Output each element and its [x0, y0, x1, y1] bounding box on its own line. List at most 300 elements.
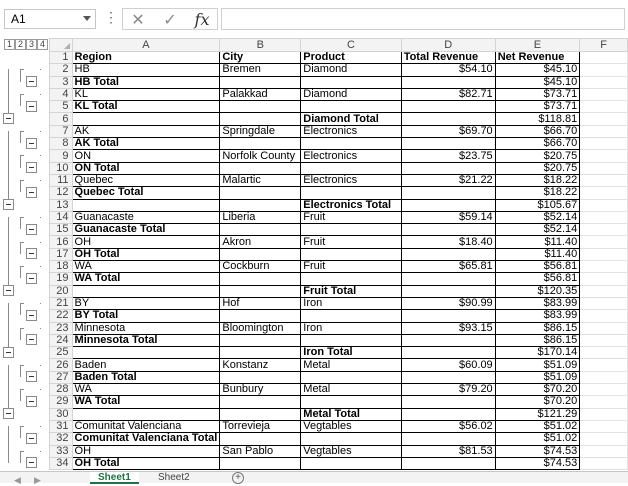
- row-header[interactable]: 32: [50, 433, 73, 445]
- outline-level-3-button[interactable]: 3: [26, 39, 37, 50]
- cell-f[interactable]: [580, 273, 628, 285]
- cell-f[interactable]: [580, 310, 628, 322]
- table-row: [50, 236, 628, 248]
- cell-d[interactable]: $18.40: [401, 236, 495, 248]
- cell-a[interactable]: WA: [72, 384, 220, 396]
- cancel-icon[interactable]: ✕: [131, 12, 145, 29]
- cell-a[interactable]: Quebec: [72, 174, 220, 186]
- cell-b[interactable]: [220, 347, 301, 359]
- cell-a[interactable]: Baden Total: [72, 371, 220, 383]
- cell-d[interactable]: $60.09: [401, 359, 495, 371]
- cell-b[interactable]: [220, 248, 301, 260]
- collapse-subgroup-icon[interactable]: [26, 101, 37, 112]
- cell-e[interactable]: $70.20: [495, 384, 580, 396]
- collapse-group-icon[interactable]: [3, 113, 14, 124]
- cell-a[interactable]: Comunitat Valenciana Total: [72, 433, 220, 445]
- column-header-e[interactable]: E: [495, 39, 580, 52]
- cell-b[interactable]: City: [220, 52, 301, 64]
- cell-b[interactable]: [220, 310, 301, 322]
- cell-e[interactable]: $20.75: [495, 150, 580, 162]
- row-header[interactable]: 27: [50, 371, 73, 383]
- cell-e[interactable]: $170.14: [495, 347, 580, 359]
- cell-f[interactable]: [580, 261, 628, 273]
- cell-a[interactable]: ON Total: [72, 162, 220, 174]
- cell-e[interactable]: $11.40: [495, 248, 580, 260]
- cell-b[interactable]: [220, 224, 301, 236]
- cell-b[interactable]: San Pablo: [220, 445, 301, 457]
- cell-f[interactable]: [580, 162, 628, 174]
- cell-b[interactable]: Bunbury: [220, 384, 301, 396]
- cell-c[interactable]: Diamond: [301, 64, 401, 76]
- cell-d[interactable]: $81.53: [401, 445, 495, 457]
- cell-c[interactable]: [301, 457, 401, 469]
- row-header[interactable]: 6: [50, 113, 73, 125]
- outline-tick: [20, 365, 24, 366]
- cell-a[interactable]: [72, 199, 220, 211]
- cell-c[interactable]: Iron Total: [301, 347, 401, 359]
- cell-e[interactable]: $74.53: [495, 445, 580, 457]
- cell-c[interactable]: [301, 396, 401, 408]
- cell-d[interactable]: [401, 138, 495, 150]
- cell-d[interactable]: [401, 199, 495, 211]
- cell-b[interactable]: [220, 396, 301, 408]
- row-header[interactable]: 10: [50, 162, 73, 174]
- collapse-subgroup-icon[interactable]: [26, 162, 37, 173]
- cell-c[interactable]: [301, 433, 401, 445]
- cell-a[interactable]: OH: [72, 236, 220, 248]
- cell-c[interactable]: Electronics Total: [301, 199, 401, 211]
- cell-f[interactable]: [580, 125, 628, 137]
- cell-f[interactable]: [580, 236, 628, 248]
- cell-a[interactable]: Baden: [72, 359, 220, 371]
- cell-a[interactable]: Guanacaste: [72, 211, 220, 223]
- outline-bracket: [20, 242, 21, 254]
- cell-e[interactable]: $18.22: [495, 174, 580, 186]
- cell-d[interactable]: $82.71: [401, 88, 495, 100]
- cell-f[interactable]: [580, 211, 628, 223]
- row-header[interactable]: 12: [50, 187, 73, 199]
- cell-e[interactable]: $45.10: [495, 64, 580, 76]
- cell-f[interactable]: [580, 285, 628, 297]
- cell-f[interactable]: [580, 113, 628, 125]
- cell-d[interactable]: [401, 396, 495, 408]
- cell-e[interactable]: $51.02: [495, 420, 580, 432]
- row-header[interactable]: 11: [50, 174, 73, 186]
- outline-tick: [20, 242, 24, 243]
- collapse-subgroup-icon[interactable]: [26, 76, 37, 87]
- tab-sheet2[interactable]: Sheet2: [158, 472, 190, 483]
- cell-c[interactable]: Product: [301, 52, 401, 64]
- collapse-subgroup-icon[interactable]: [26, 248, 37, 259]
- collapse-subgroup-icon[interactable]: [26, 138, 37, 149]
- cell-b[interactable]: Akron: [220, 236, 301, 248]
- column-header-a[interactable]: A: [72, 39, 220, 52]
- cell-e[interactable]: $86.15: [495, 322, 580, 334]
- name-box[interactable]: [4, 9, 96, 29]
- row-header[interactable]: 2: [50, 64, 73, 76]
- cell-d[interactable]: [401, 187, 495, 199]
- tab-sheet1[interactable]: Sheet1: [90, 472, 139, 484]
- outline-bracket: [20, 266, 21, 278]
- cell-d[interactable]: [401, 273, 495, 285]
- cell-c[interactable]: [301, 101, 401, 113]
- cell-d[interactable]: Total Revenue: [401, 52, 495, 64]
- cell-b[interactable]: Malartic: [220, 174, 301, 186]
- outline-level-1-button[interactable]: 1: [4, 39, 15, 50]
- row-header[interactable]: 14: [50, 211, 73, 223]
- cell-d[interactable]: $21.22: [401, 174, 495, 186]
- cell-c[interactable]: Iron: [301, 297, 401, 309]
- cell-f[interactable]: [580, 88, 628, 100]
- collapse-subgroup-icon[interactable]: [26, 433, 37, 444]
- cell-a[interactable]: Quebec Total: [72, 187, 220, 199]
- cell-e[interactable]: $51.09: [495, 371, 580, 383]
- row-header[interactable]: 9: [50, 150, 73, 162]
- row-header[interactable]: 24: [50, 334, 73, 346]
- cell-e[interactable]: $105.67: [495, 199, 580, 211]
- row-header[interactable]: 16: [50, 236, 73, 248]
- outline-level-2-button[interactable]: 2: [15, 39, 26, 50]
- collapse-subgroup-icon[interactable]: [26, 310, 37, 321]
- cell-f[interactable]: [580, 334, 628, 346]
- row-header[interactable]: 21: [50, 297, 73, 309]
- cell-a[interactable]: Minnesota: [72, 322, 220, 334]
- row-header[interactable]: 17: [50, 248, 73, 260]
- cell-b[interactable]: [220, 199, 301, 211]
- cell-d[interactable]: $79.20: [401, 384, 495, 396]
- cell-f[interactable]: [580, 101, 628, 113]
- cell-f[interactable]: [580, 199, 628, 211]
- row-header[interactable]: 19: [50, 273, 73, 285]
- cell-b[interactable]: [220, 457, 301, 469]
- column-header-c[interactable]: C: [301, 39, 401, 52]
- cell-b[interactable]: [220, 113, 301, 125]
- cell-e[interactable]: $70.20: [495, 396, 580, 408]
- cell-e[interactable]: $45.10: [495, 76, 580, 88]
- cell-c[interactable]: [301, 162, 401, 174]
- cell-f[interactable]: [580, 64, 628, 76]
- cell-c[interactable]: [301, 310, 401, 322]
- collapse-subgroup-icon[interactable]: [26, 396, 37, 407]
- cell-e[interactable]: $52.14: [495, 224, 580, 236]
- row-header[interactable]: 34: [50, 457, 73, 469]
- cell-a[interactable]: [72, 113, 220, 125]
- cell-a[interactable]: Guanacaste Total: [72, 224, 220, 236]
- more-options-icon[interactable]: ⋮: [104, 9, 118, 25]
- cell-f[interactable]: [580, 187, 628, 199]
- row-header[interactable]: 1: [50, 52, 73, 64]
- cell-b[interactable]: [220, 187, 301, 199]
- collapse-subgroup-icon[interactable]: [26, 457, 37, 468]
- cell-f[interactable]: [580, 150, 628, 162]
- row-header[interactable]: 13: [50, 199, 73, 211]
- cell-b[interactable]: Cockburn: [220, 261, 301, 273]
- cell-d[interactable]: [401, 248, 495, 260]
- cell-d[interactable]: [401, 408, 495, 420]
- outline-dot: [40, 365, 41, 366]
- cell-e[interactable]: $73.71: [495, 101, 580, 113]
- row-header[interactable]: 8: [50, 138, 73, 150]
- cell-f[interactable]: [580, 457, 628, 469]
- cell-a[interactable]: Region: [72, 52, 220, 64]
- cell-b[interactable]: Bremen: [220, 64, 301, 76]
- cell-c[interactable]: Electronics: [301, 150, 401, 162]
- cell-d[interactable]: [401, 310, 495, 322]
- outline-tick: [20, 180, 24, 181]
- cell-d[interactable]: [401, 162, 495, 174]
- cell-c[interactable]: [301, 248, 401, 260]
- row-header[interactable]: 5: [50, 101, 73, 113]
- cell-a[interactable]: WA Total: [72, 396, 220, 408]
- cell-d[interactable]: $65.81: [401, 261, 495, 273]
- cell-c[interactable]: Vegtables: [301, 445, 401, 457]
- cell-e[interactable]: $52.14: [495, 211, 580, 223]
- cell-a[interactable]: [72, 347, 220, 359]
- cell-b[interactable]: [220, 433, 301, 445]
- cell-b[interactable]: Norfolk County: [220, 150, 301, 162]
- cell-f[interactable]: [580, 396, 628, 408]
- collapse-subgroup-icon[interactable]: [26, 273, 37, 284]
- cell-a[interactable]: AK Total: [72, 138, 220, 150]
- table-row: [50, 76, 628, 88]
- next-sheet-icon[interactable]: ▶: [34, 475, 41, 485]
- cell-b[interactable]: [220, 285, 301, 297]
- collapse-group-icon[interactable]: [3, 285, 14, 296]
- cell-a[interactable]: WA Total: [72, 273, 220, 285]
- cell-c[interactable]: Iron: [301, 322, 401, 334]
- cell-e[interactable]: $56.81: [495, 261, 580, 273]
- outline-bracket: [20, 451, 21, 463]
- row-header[interactable]: 18: [50, 261, 73, 273]
- cell-c[interactable]: Fruit: [301, 211, 401, 223]
- cell-b[interactable]: [220, 76, 301, 88]
- row-header[interactable]: 22: [50, 310, 73, 322]
- cell-f[interactable]: [580, 347, 628, 359]
- row-header[interactable]: 23: [50, 322, 73, 334]
- cell-e[interactable]: $56.81: [495, 273, 580, 285]
- row-header[interactable]: 15: [50, 224, 73, 236]
- cell-f[interactable]: [580, 408, 628, 420]
- row-header[interactable]: 3: [50, 76, 73, 88]
- row-header[interactable]: 28: [50, 384, 73, 396]
- column-header-d[interactable]: D: [401, 39, 495, 52]
- cell-e[interactable]: $51.09: [495, 359, 580, 371]
- insert-function-icon[interactable]: fx: [194, 10, 210, 29]
- table-row: [50, 125, 628, 137]
- cell-c[interactable]: Metal: [301, 384, 401, 396]
- cell-e[interactable]: $11.40: [495, 236, 580, 248]
- table-row: [50, 396, 628, 408]
- collapse-subgroup-icon[interactable]: [26, 334, 37, 345]
- row-header[interactable]: 33: [50, 445, 73, 457]
- cell-d[interactable]: [401, 371, 495, 383]
- cell-c[interactable]: [301, 224, 401, 236]
- cell-d[interactable]: $59.14: [401, 211, 495, 223]
- cell-b[interactable]: Palakkad: [220, 88, 301, 100]
- cell-b[interactable]: Torrevieja: [220, 420, 301, 432]
- cell-c[interactable]: Electronics: [301, 174, 401, 186]
- row-header[interactable]: 25: [50, 347, 73, 359]
- cell-e[interactable]: $118.81: [495, 113, 580, 125]
- cell-a[interactable]: [72, 285, 220, 297]
- table-row: [50, 52, 628, 64]
- cell-a[interactable]: Minnesota Total: [72, 334, 220, 346]
- add-sheet-icon[interactable]: +: [232, 472, 244, 484]
- cell-e[interactable]: $18.22: [495, 187, 580, 199]
- cell-e[interactable]: $86.15: [495, 334, 580, 346]
- cell-b[interactable]: [220, 334, 301, 346]
- cell-a[interactable]: AK: [72, 125, 220, 137]
- cell-b[interactable]: Hof: [220, 297, 301, 309]
- cell-f[interactable]: [580, 359, 628, 371]
- cell-d[interactable]: [401, 347, 495, 359]
- cell-c[interactable]: [301, 187, 401, 199]
- row-header[interactable]: 31: [50, 420, 73, 432]
- cell-a[interactable]: Comunitat Valenciana: [72, 420, 220, 432]
- cell-f[interactable]: [580, 76, 628, 88]
- cell-f[interactable]: [580, 248, 628, 260]
- cell-a[interactable]: KL Total: [72, 101, 220, 113]
- cell-c[interactable]: [301, 76, 401, 88]
- cell-d[interactable]: $23.75: [401, 150, 495, 162]
- cell-e[interactable]: $20.75: [495, 162, 580, 174]
- cell-d[interactable]: [401, 285, 495, 297]
- cell-a[interactable]: BY Total: [72, 310, 220, 322]
- cell-f[interactable]: [580, 322, 628, 334]
- cell-c[interactable]: Fruit: [301, 236, 401, 248]
- collapse-group-icon[interactable]: [3, 347, 14, 358]
- cell-b[interactable]: Liberia: [220, 211, 301, 223]
- cell-d[interactable]: [401, 334, 495, 346]
- outline-bracket: [8, 365, 9, 414]
- cell-d[interactable]: [401, 101, 495, 113]
- column-header-f[interactable]: F: [580, 39, 628, 52]
- cell-d[interactable]: [401, 457, 495, 469]
- row-header[interactable]: 30: [50, 408, 73, 420]
- prev-sheet-icon[interactable]: ◀: [14, 475, 21, 485]
- cell-b[interactable]: Springdale: [220, 125, 301, 137]
- cell-b[interactable]: [220, 101, 301, 113]
- table-row: [50, 273, 628, 285]
- cell-e[interactable]: $121.29: [495, 408, 580, 420]
- cell-a[interactable]: [72, 408, 220, 420]
- cell-f[interactable]: [580, 384, 628, 396]
- cell-f[interactable]: [580, 433, 628, 445]
- outline-tick: [20, 69, 24, 70]
- row-header[interactable]: 7: [50, 125, 73, 137]
- cell-a[interactable]: OH: [72, 445, 220, 457]
- table-row: [50, 88, 628, 100]
- cell-c[interactable]: Fruit: [301, 261, 401, 273]
- cell-b[interactable]: [220, 371, 301, 383]
- cell-a[interactable]: HB Total: [72, 76, 220, 88]
- cell-c[interactable]: [301, 371, 401, 383]
- cell-c[interactable]: Electronics: [301, 125, 401, 137]
- collapse-group-icon[interactable]: [3, 408, 14, 419]
- cell-d[interactable]: [401, 76, 495, 88]
- cell-f[interactable]: [580, 420, 628, 432]
- cell-c[interactable]: [301, 273, 401, 285]
- row-header[interactable]: 20: [50, 285, 73, 297]
- row-header[interactable]: 29: [50, 396, 73, 408]
- cell-d[interactable]: [401, 224, 495, 236]
- cell-c[interactable]: [301, 334, 401, 346]
- collapse-subgroup-icon[interactable]: [26, 187, 37, 198]
- cell-f[interactable]: [580, 52, 628, 64]
- cell-f[interactable]: [580, 174, 628, 186]
- sheet-tab-bar: [0, 471, 628, 483]
- cell-d[interactable]: [401, 113, 495, 125]
- cell-e[interactable]: $83.99: [495, 297, 580, 309]
- cell-c[interactable]: Metal: [301, 359, 401, 371]
- column-header-b[interactable]: B: [220, 39, 301, 52]
- cell-c[interactable]: Diamond Total: [301, 113, 401, 125]
- cell-b[interactable]: [220, 273, 301, 285]
- cell-c[interactable]: Vegtables: [301, 420, 401, 432]
- outline-level-4-button[interactable]: 4: [37, 39, 48, 50]
- cell-e[interactable]: $51.02: [495, 433, 580, 445]
- cell-b[interactable]: Konstanz: [220, 359, 301, 371]
- cell-b[interactable]: Bloomington: [220, 322, 301, 334]
- cell-a[interactable]: ON: [72, 150, 220, 162]
- cell-f[interactable]: [580, 138, 628, 150]
- cell-d[interactable]: $54.10: [401, 64, 495, 76]
- cell-e[interactable]: $73.71: [495, 88, 580, 100]
- cell-d[interactable]: $90.99: [401, 297, 495, 309]
- collapse-group-icon[interactable]: [3, 199, 14, 210]
- cell-c[interactable]: Metal Total: [301, 408, 401, 420]
- table-row: [50, 199, 628, 211]
- cell-d[interactable]: $56.02: [401, 420, 495, 432]
- row-header[interactable]: 26: [50, 359, 73, 371]
- cell-a[interactable]: OH Total: [72, 248, 220, 260]
- table-row: [50, 334, 628, 346]
- formula-input[interactable]: [221, 8, 625, 30]
- cell-a[interactable]: OH Total: [72, 457, 220, 469]
- cell-f[interactable]: [580, 297, 628, 309]
- enter-icon[interactable]: ✓: [163, 12, 177, 29]
- cell-d[interactable]: $93.15: [401, 322, 495, 334]
- cell-e[interactable]: $66.70: [495, 138, 580, 150]
- chevron-down-icon[interactable]: [83, 16, 91, 21]
- cell-e[interactable]: $83.99: [495, 310, 580, 322]
- cell-d[interactable]: $69.70: [401, 125, 495, 137]
- cell-f[interactable]: [580, 371, 628, 383]
- cell-e[interactable]: $66.70: [495, 125, 580, 137]
- collapse-subgroup-icon[interactable]: [26, 371, 37, 382]
- cell-c[interactable]: [301, 138, 401, 150]
- cell-c[interactable]: Fruit Total: [301, 285, 401, 297]
- cell-e[interactable]: Net Revenue: [495, 52, 580, 64]
- cell-e[interactable]: $120.35: [495, 285, 580, 297]
- cell-e[interactable]: $74.53: [495, 457, 580, 469]
- cell-f[interactable]: [580, 224, 628, 236]
- select-all-corner[interactable]: [50, 39, 73, 52]
- outline-tick: [20, 328, 24, 329]
- cell-a[interactable]: HB: [72, 64, 220, 76]
- cell-b[interactable]: [220, 162, 301, 174]
- cell-a[interactable]: BY: [72, 297, 220, 309]
- row-header[interactable]: 4: [50, 88, 73, 100]
- cell-a[interactable]: WA: [72, 261, 220, 273]
- cell-d[interactable]: [401, 433, 495, 445]
- cell-f[interactable]: [580, 445, 628, 457]
- cell-b[interactable]: [220, 408, 301, 420]
- cell-a[interactable]: KL: [72, 88, 220, 100]
- cell-c[interactable]: Diamond: [301, 88, 401, 100]
- cell-b[interactable]: [220, 138, 301, 150]
- collapse-subgroup-icon[interactable]: [26, 224, 37, 235]
